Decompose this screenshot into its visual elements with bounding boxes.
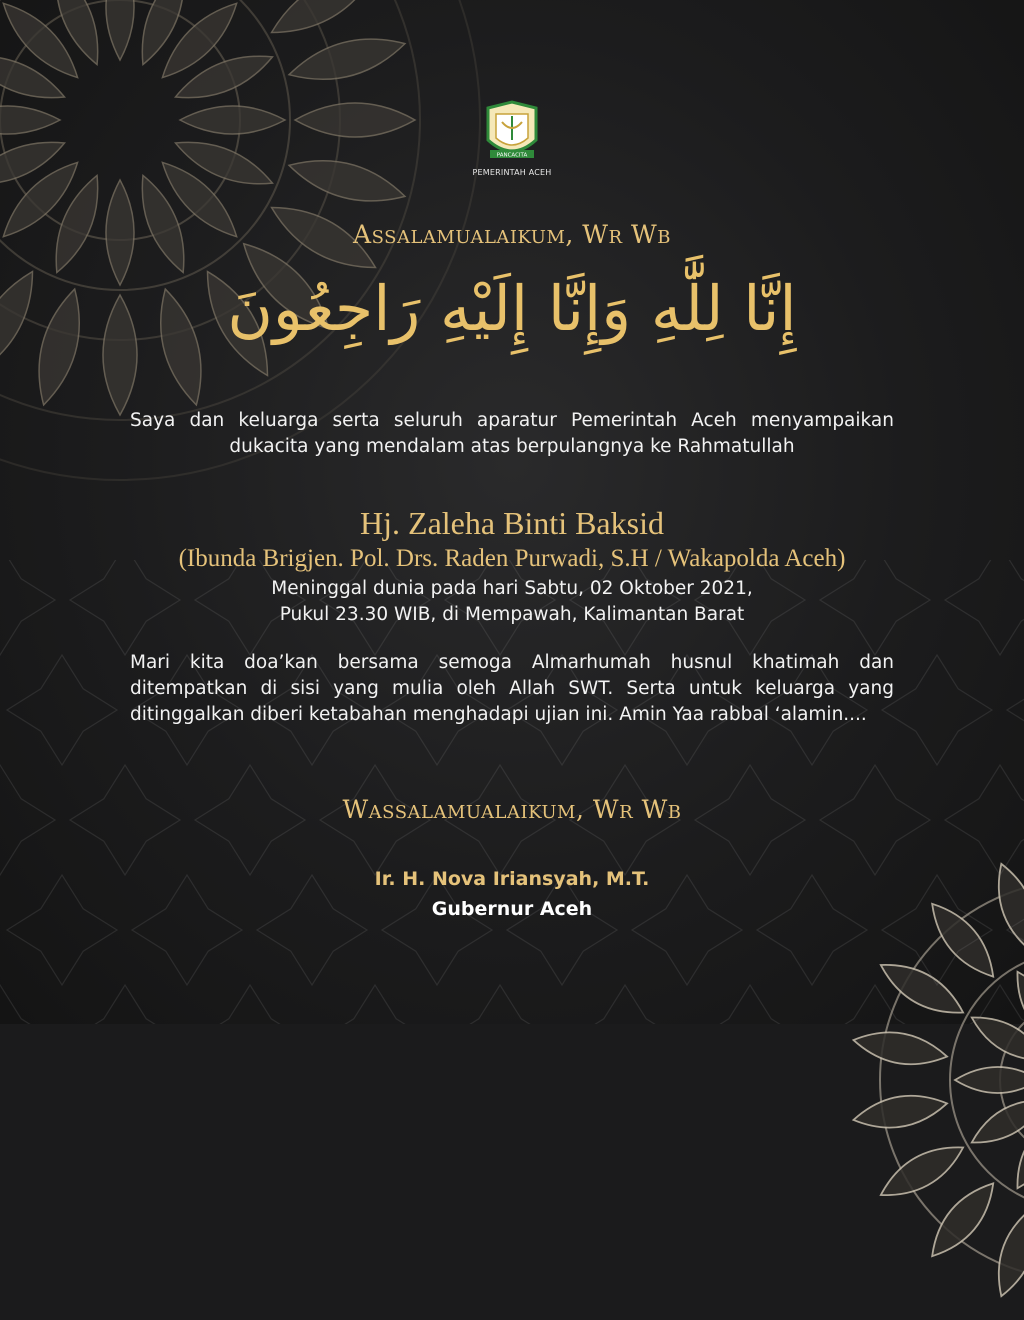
- deceased-name: Hj. Zaleha Binti Baksid: [360, 505, 664, 541]
- mandala-petal: [851, 1089, 950, 1135]
- mandala-petal: [987, 1202, 1024, 1302]
- mandala-petal: [921, 1174, 1005, 1266]
- mandala-petal: [965, 1089, 1024, 1154]
- intro-paragraph: Saya dan keluarga serta seluruh aparatur Pemerintah Aceh menyampaikan dukacita yang mendalam atas berpulangnya ke Rahmatullah: [130, 410, 894, 457]
- logo-caption: PEMERINTAH ACEH: [472, 168, 552, 177]
- mandala-petal: [955, 1067, 1024, 1093]
- signer-name: Ir. H. Nova Iriansyah, M.T.: [374, 868, 650, 890]
- closing-greeting: Wassalamualaikum, Wr Wb: [342, 795, 682, 824]
- mandala-petal: [851, 1025, 950, 1071]
- opening-greeting: Assalamualaikum, Wr Wb: [353, 220, 671, 249]
- mandala-petal: [873, 1135, 970, 1208]
- signer-title: Gubernur Aceh: [431, 898, 593, 920]
- aceh-emblem-logo: [482, 100, 542, 164]
- death-time-place-line: Pukul 23.30 WIB, di Mempawah, Kalimantan Barat: [279, 604, 745, 625]
- deceased-relation: (Ibunda Brigjen. Pol. Drs. Raden Purwadi, S.H / Wakapolda Aceh): [178, 545, 846, 572]
- logo-banner-text: PANCACITA: [496, 152, 528, 159]
- death-date-line: Meninggal dunia pada hari Sabtu, 02 Oktober 2021,: [271, 578, 753, 599]
- prayer-paragraph: Mari kita doa’kan bersama semoga Almarhumah husnul khatimah dan ditempatkan di sisi yang mulia oleh Allah SWT. Serta untuk keluarga yang ditinggalkan diberi ketabahan menghadapi ujian ini. Amin Yaa rabbal ‘alamin....: [130, 652, 894, 725]
- arabic-calligraphy: إِنَّا لِلَّٰهِ وَإِنَّا إِلَيْهِ رَاجِعُونَ: [227, 272, 797, 345]
